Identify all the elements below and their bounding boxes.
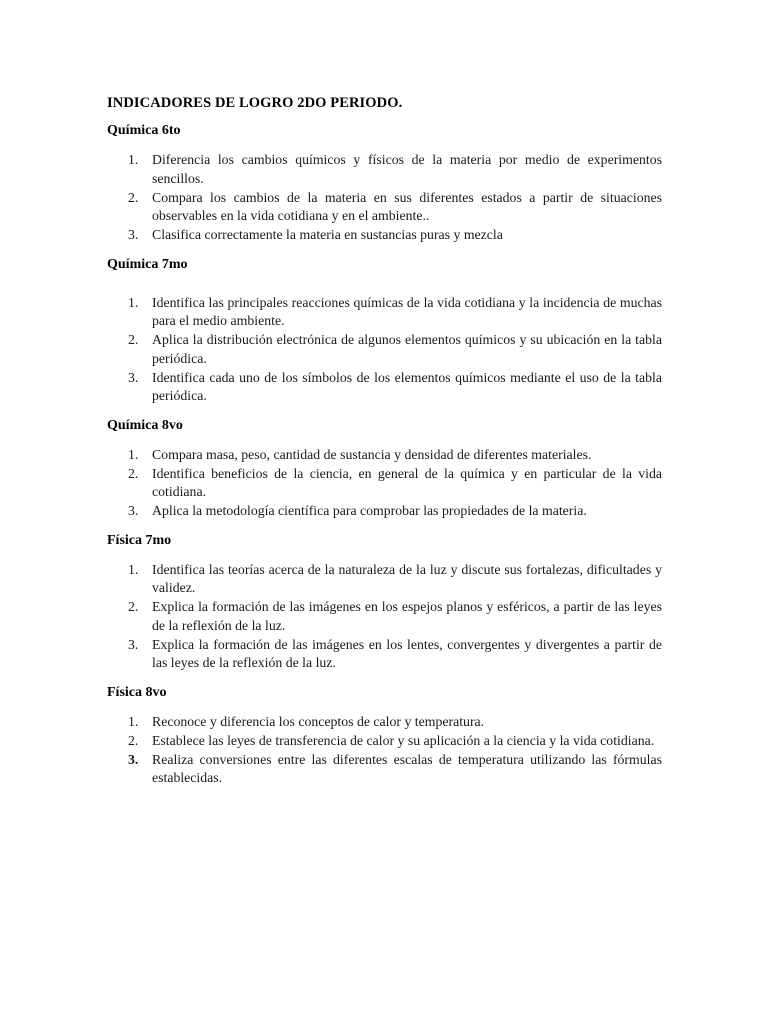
section-quimica-8vo bbox=[107, 417, 662, 521]
item-number: 2. bbox=[128, 465, 139, 481]
list-item bbox=[107, 294, 662, 331]
item-number: 1. bbox=[128, 152, 139, 167]
list-item bbox=[107, 598, 662, 635]
item-text: Compara masa, peso, cantidad de sustancia y densidad de diferentes materiales. bbox=[152, 446, 592, 462]
section-fisica-8vo bbox=[107, 684, 662, 788]
item-number: 2. bbox=[128, 732, 139, 748]
item-text: Identifica las principales reacciones químicas de la vida cotidiana y la incidencia de muchas para el medio ambiente. bbox=[152, 294, 662, 328]
item-text: Diferencia los cambios químicos y físicos de la materia por medio de experimentos sencillos. bbox=[152, 152, 662, 186]
document-title: INDICADORES DE LOGRO 2DO PERIODO. bbox=[107, 95, 403, 111]
item-number: 3. bbox=[128, 369, 139, 385]
list-item bbox=[107, 465, 662, 502]
item-number: 3. bbox=[128, 751, 139, 767]
list-item bbox=[107, 636, 662, 673]
item-number: 1. bbox=[128, 446, 139, 462]
item-number: 2. bbox=[128, 599, 139, 614]
item-number: 2. bbox=[128, 332, 139, 347]
item-text: Clasifica correctamente la materia en sustancias puras y mezcla bbox=[152, 227, 503, 242]
item-text: Establece las leyes de transferencia de calor y su aplicación a la ciencia y la vida cotidiana. bbox=[152, 732, 655, 748]
list-item bbox=[107, 226, 662, 245]
item-number: 1. bbox=[128, 294, 139, 310]
section-quimica-6to bbox=[107, 122, 662, 245]
item-text: Explica la formación de las imágenes en los espejos planos y esféricos, a partir de las leyes de la reflexión de la luz. bbox=[152, 599, 662, 633]
list-item bbox=[107, 713, 662, 732]
item-number: 3. bbox=[128, 503, 139, 518]
indicator-list bbox=[107, 151, 662, 245]
item-number: 2. bbox=[128, 189, 139, 205]
indicator-list bbox=[107, 446, 662, 521]
section-heading: Física 8vo bbox=[107, 684, 167, 700]
section-fisica-7mo bbox=[107, 532, 662, 673]
item-text: Aplica la metodología científica para comprobar las propiedades de la materia. bbox=[152, 503, 587, 518]
list-item bbox=[107, 189, 662, 226]
item-number: 3. bbox=[128, 227, 139, 242]
list-item bbox=[107, 751, 662, 788]
item-text: Identifica las teorías acerca de la naturaleza de la luz y discute sus fortalezas, dificultades y validez. bbox=[152, 561, 662, 595]
section-quimica-7mo bbox=[107, 256, 662, 406]
item-text: Compara los cambios de la materia en sus diferentes estados a partir de situaciones observables en la vida cotidiana y en el ambiente.. bbox=[152, 189, 662, 223]
item-number: 1. bbox=[128, 561, 139, 577]
section-heading: Química 8vo bbox=[107, 417, 183, 433]
list-item bbox=[107, 561, 662, 598]
item-text: Realiza conversiones entre las diferentes escalas de temperatura utilizando las fórmulas establecidas. bbox=[152, 751, 662, 785]
item-number: 3. bbox=[128, 636, 139, 652]
item-text: Identifica beneficios de la ciencia, en general de la química y en particular de la vida cotidiana. bbox=[152, 465, 662, 499]
list-item bbox=[107, 151, 662, 188]
indicator-list bbox=[107, 294, 662, 406]
indicator-list bbox=[107, 561, 662, 673]
section-heading: Química 6to bbox=[107, 123, 181, 138]
list-item bbox=[107, 446, 662, 465]
list-item bbox=[107, 369, 662, 406]
item-number: 1. bbox=[128, 713, 139, 729]
indicator-list bbox=[107, 713, 662, 788]
list-item bbox=[107, 732, 662, 751]
section-heading: Física 7mo bbox=[107, 532, 172, 548]
list-item bbox=[107, 502, 662, 521]
item-text: Reconoce y diferencia los conceptos de calor y temperatura. bbox=[152, 713, 485, 729]
item-text: Explica la formación de las imágenes en los lentes, convergentes y divergentes a partir de las leyes de la reflexión de la luz. bbox=[152, 636, 662, 670]
document-page bbox=[107, 94, 662, 799]
section-heading: Química 7mo bbox=[107, 256, 188, 272]
list-item bbox=[107, 331, 662, 368]
item-text: Identifica cada uno de los símbolos de los elementos químicos mediante el uso de la tabla periódica. bbox=[152, 369, 662, 403]
item-text: Aplica la distribución electrónica de algunos elementos químicos y su ubicación en la tabla periódica. bbox=[152, 332, 662, 366]
